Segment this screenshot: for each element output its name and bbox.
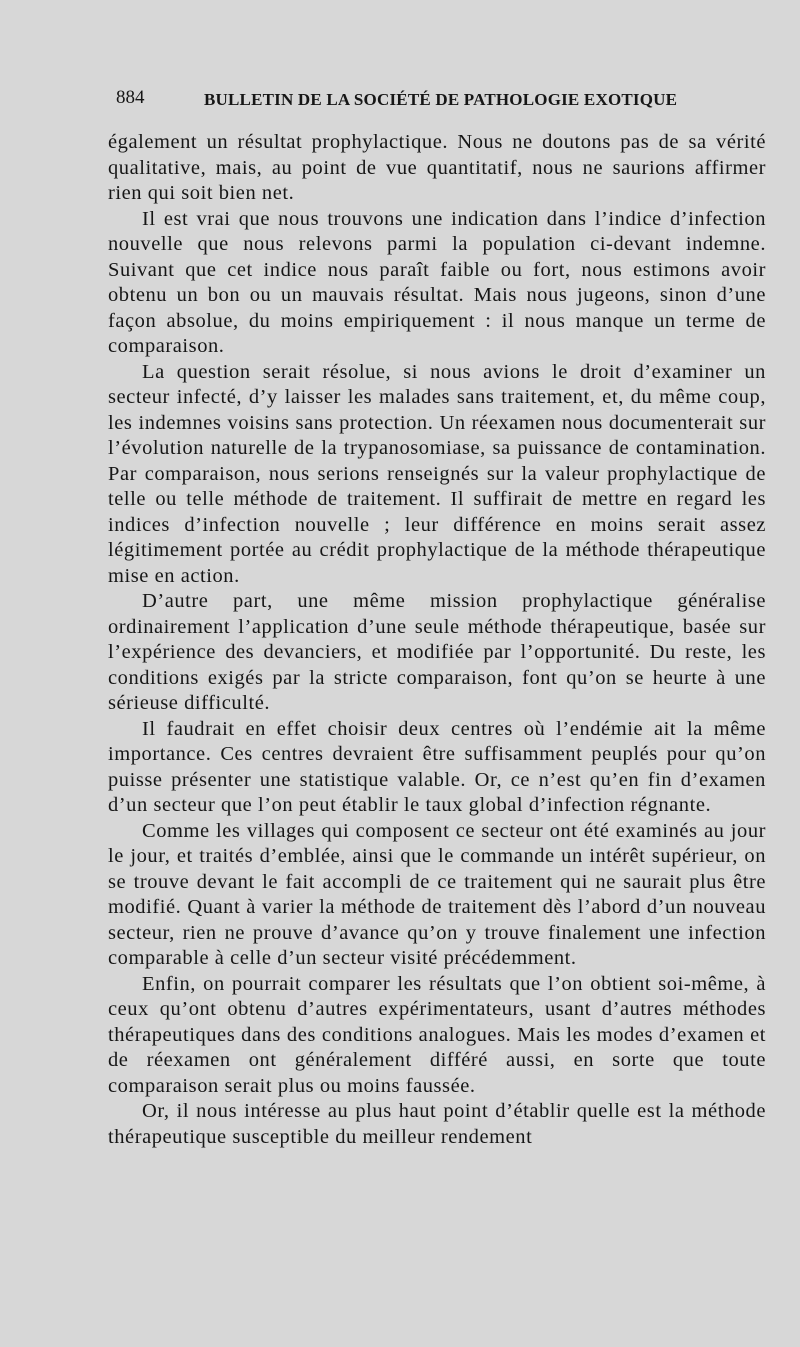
paragraph-4: D’autre part, une même mission prophylactique généralise ordinairement l’application d’une seule méthode thérapeutique, basée sur l’expérience des devanciers, et modifiée par l’opportunité. Du reste, les conditions exigés par la stricte comparaison, font qu’on se heurte à une sérieuse difficulté. bbox=[108, 590, 766, 714]
paragraph-5: Il faudrait en effet choisir deux centres où l’endémie ait la même importance. Ces centres devraient être suffisamment peuplés pour qu’on puisse présenter une statistique valable. Or, ce n’est qu’en fin d’examen d’un secteur que l’on peut établir le taux global d’infection régnante. bbox=[108, 717, 766, 816]
page-header bbox=[116, 84, 766, 112]
paragraph-8: Or, il nous intéresse au plus haut point d’établir quelle est la méthode thérapeutique susceptible du meilleur rendement bbox=[108, 1100, 766, 1148]
paragraph-2: Il est vrai que nous trouvons une indication dans l’indice d’infection nouvelle que nous relevons parmi la population ci-devant indemne. Suivant que cet indice nous paraît faible ou fort, nous estimons avoir obtenu un bon ou un mauvais résultat. Mais nous jugeons, sinon d’une façon absolue, du moins empiriquement : il nous manque un terme de comparaison. bbox=[108, 207, 766, 357]
body-text bbox=[108, 130, 766, 1220]
page-number: 884 bbox=[116, 87, 145, 108]
paragraph-7: Enfin, on pourrait comparer les résultats que l’on obtient soi-même, à ceux qu’ont obtenu d’autres expérimentateurs, usant d’autres méthodes thérapeutiques dans des conditions analogues. Mais les modes d’examen et de réexamen ont généralement différé aussi, en sorte que toute comparaison serait plus ou moins faussée. bbox=[108, 972, 766, 1097]
paragraph-3: La question serait résolue, si nous avions le droit d’examiner un secteur infecté, d’y laisser les malades sans traitement, et, du même coup, les indemnes voisins sans protection. Un réexamen nous documenterait sur l’évolution naturelle de la trypanosomiase, sa puissance de contamination. Par comparaison, nous serions renseignés sur la valeur prophylactique de telle ou telle méthode de traitement. Il suffirait de mettre en regard les indices d’infection nouvelle ; leur différence en moins serait assez légitimement portée au crédit prophylactique de la méthode thérapeutique mise en action. bbox=[108, 360, 766, 587]
running-title: BULLETIN DE LA SOCIÉTÉ DE PATHOLOGIE EXOTIQUE bbox=[204, 90, 678, 109]
paragraph-6: Comme les villages qui composent ce secteur ont été examinés au jour le jour, et traités d’emblée, ainsi que le commande un intérêt supérieur, on se trouve devant le fait accompli de ce traitement qui ne saurait plus être modifié. Quant à varier la méthode de traitement dès l’abord d’un nouveau secteur, rien ne prouve d’avance qu’on y trouve finalement une infection comparable à celle d’un secteur visité précédemment. bbox=[108, 819, 766, 969]
paragraph-1: également un résultat prophylactique. Nous ne doutons pas de sa vérité qualitative, mais, au point de vue quantitatif, nous ne saurions affirmer rien qui soit bien net. bbox=[108, 131, 766, 204]
